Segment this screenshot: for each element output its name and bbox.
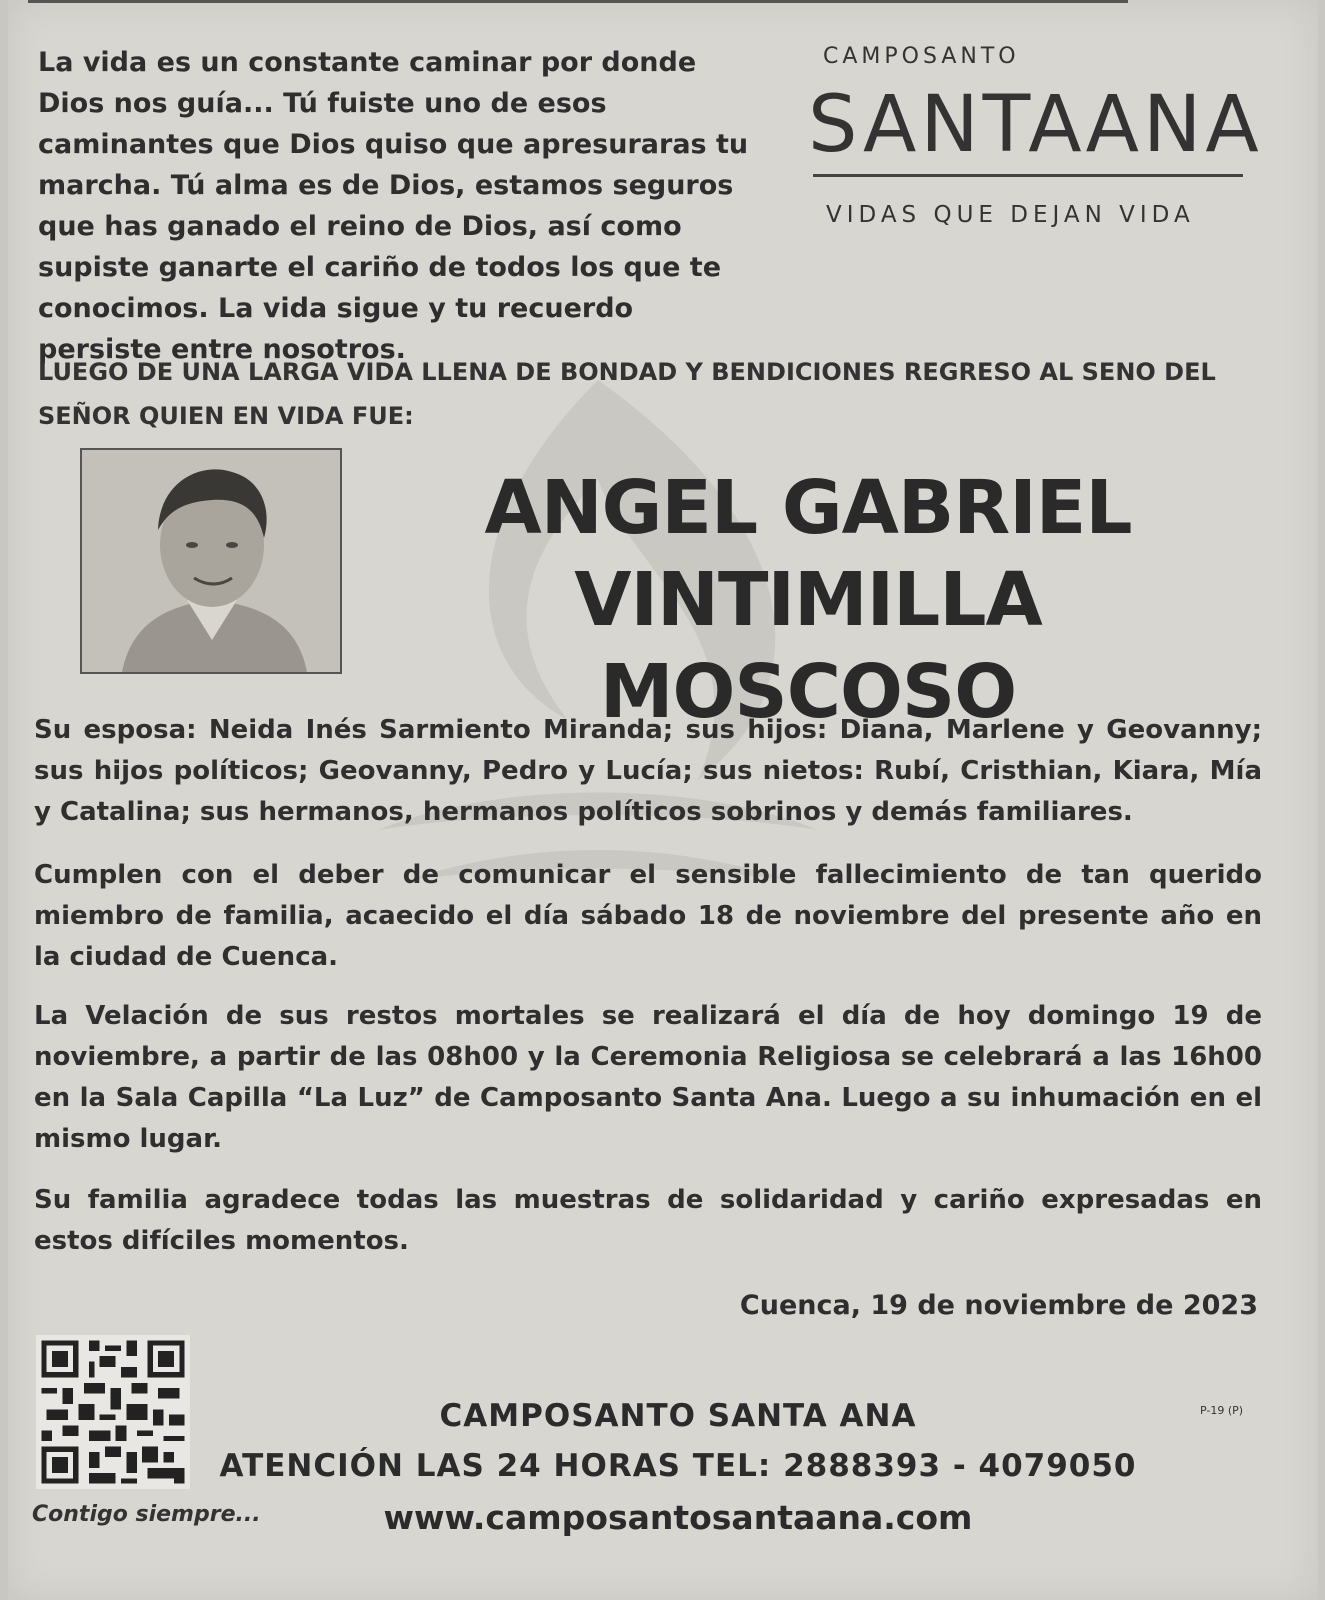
dateline: Cuenca, 19 de noviembre de 2023 (739, 1290, 1258, 1321)
deceased-photo (80, 448, 342, 674)
logo-tagline: VIDAS QUE DEJAN VIDA (826, 202, 1195, 228)
logo-main-left: SANTA (808, 80, 1086, 170)
footer-website: www.camposantosantaana.com (383, 1498, 973, 1537)
logo-main-right: ANA (1085, 80, 1263, 170)
reference-code: P-19 (P) (1200, 1404, 1244, 1417)
ceremony-paragraph: La Velación de sus restos mortales se realizará el día de hoy domingo 19 de noviembre, a partir de las 08h00 y la Ceremonia Religiosa se celebrará a las 16h00 en la Sala Capilla “La Luz” de Camposanto Santa Ana. Luego a su inhumación en el mismo lugar. (34, 1001, 1262, 1154)
slogan-text: Contigo siempre... (32, 1502, 261, 1527)
obituary-page (8, 0, 1318, 1600)
deceased-name-line1: ANGEL GABRIEL (484, 465, 1132, 551)
intro-text: La vida es un constante caminar por donde Dios nos guía... Tú fuiste uno de esos caminantes que Dios quiso que apresuraras tu marcha. Tú alma es de Dios, estamos seguros que has ganado el reino de Dios, así como supiste ganarte el cariño de todos los que te conocimos. La vida sigue y tu recuerdo persiste entre nosotros. (38, 47, 749, 365)
deceased-name (368, 462, 1248, 738)
deceased-name-line2: VINTIMILLA MOSCOSO (574, 557, 1042, 735)
logo-top-text: CAMPOSANTO (823, 44, 1020, 69)
family-paragraph: Su esposa: Neida Inés Sarmiento Miranda; sus hijos: Diana, Marlene y Geovanny; sus hijos políticos; Geovanny, Pedro y Lucía; sus nietos: Rubí, Cristhian, Kiara, Mía y Catalina; sus hermanos, hermanos políticos sobrinos y demás familiares. (34, 715, 1262, 827)
announcement-paragraph: Cumplen con el deber de comunicar el sensible fallecimiento de tan querido miembro de familia, acaecido el día sábado 18 de noviembre del presente año en la ciudad de Cuenca. (34, 860, 1262, 972)
qr-code-icon (36, 1335, 190, 1489)
portrait-icon (82, 450, 340, 672)
top-border (28, 0, 1128, 3)
logo-rule (813, 174, 1243, 177)
logo-main-text (808, 70, 1263, 180)
footer-company-name: CAMPOSANTO SANTA ANA (439, 1398, 917, 1434)
lead-text: LUEGO DE UNA LARGA VIDA LLENA DE BONDAD Y BENDICIONES REGRESO AL SENO DEL SEÑOR QUIEN EN VIDA FUE: (38, 358, 1216, 430)
camposanto-logo (808, 40, 1268, 250)
footer-phone: ATENCIÓN LAS 24 HORAS TEL: 2888393 - 4079050 (219, 1448, 1137, 1484)
thanks-paragraph: Su familia agradece todas las muestras de solidaridad y cariño expresadas en estos difíciles momentos. (34, 1185, 1262, 1256)
